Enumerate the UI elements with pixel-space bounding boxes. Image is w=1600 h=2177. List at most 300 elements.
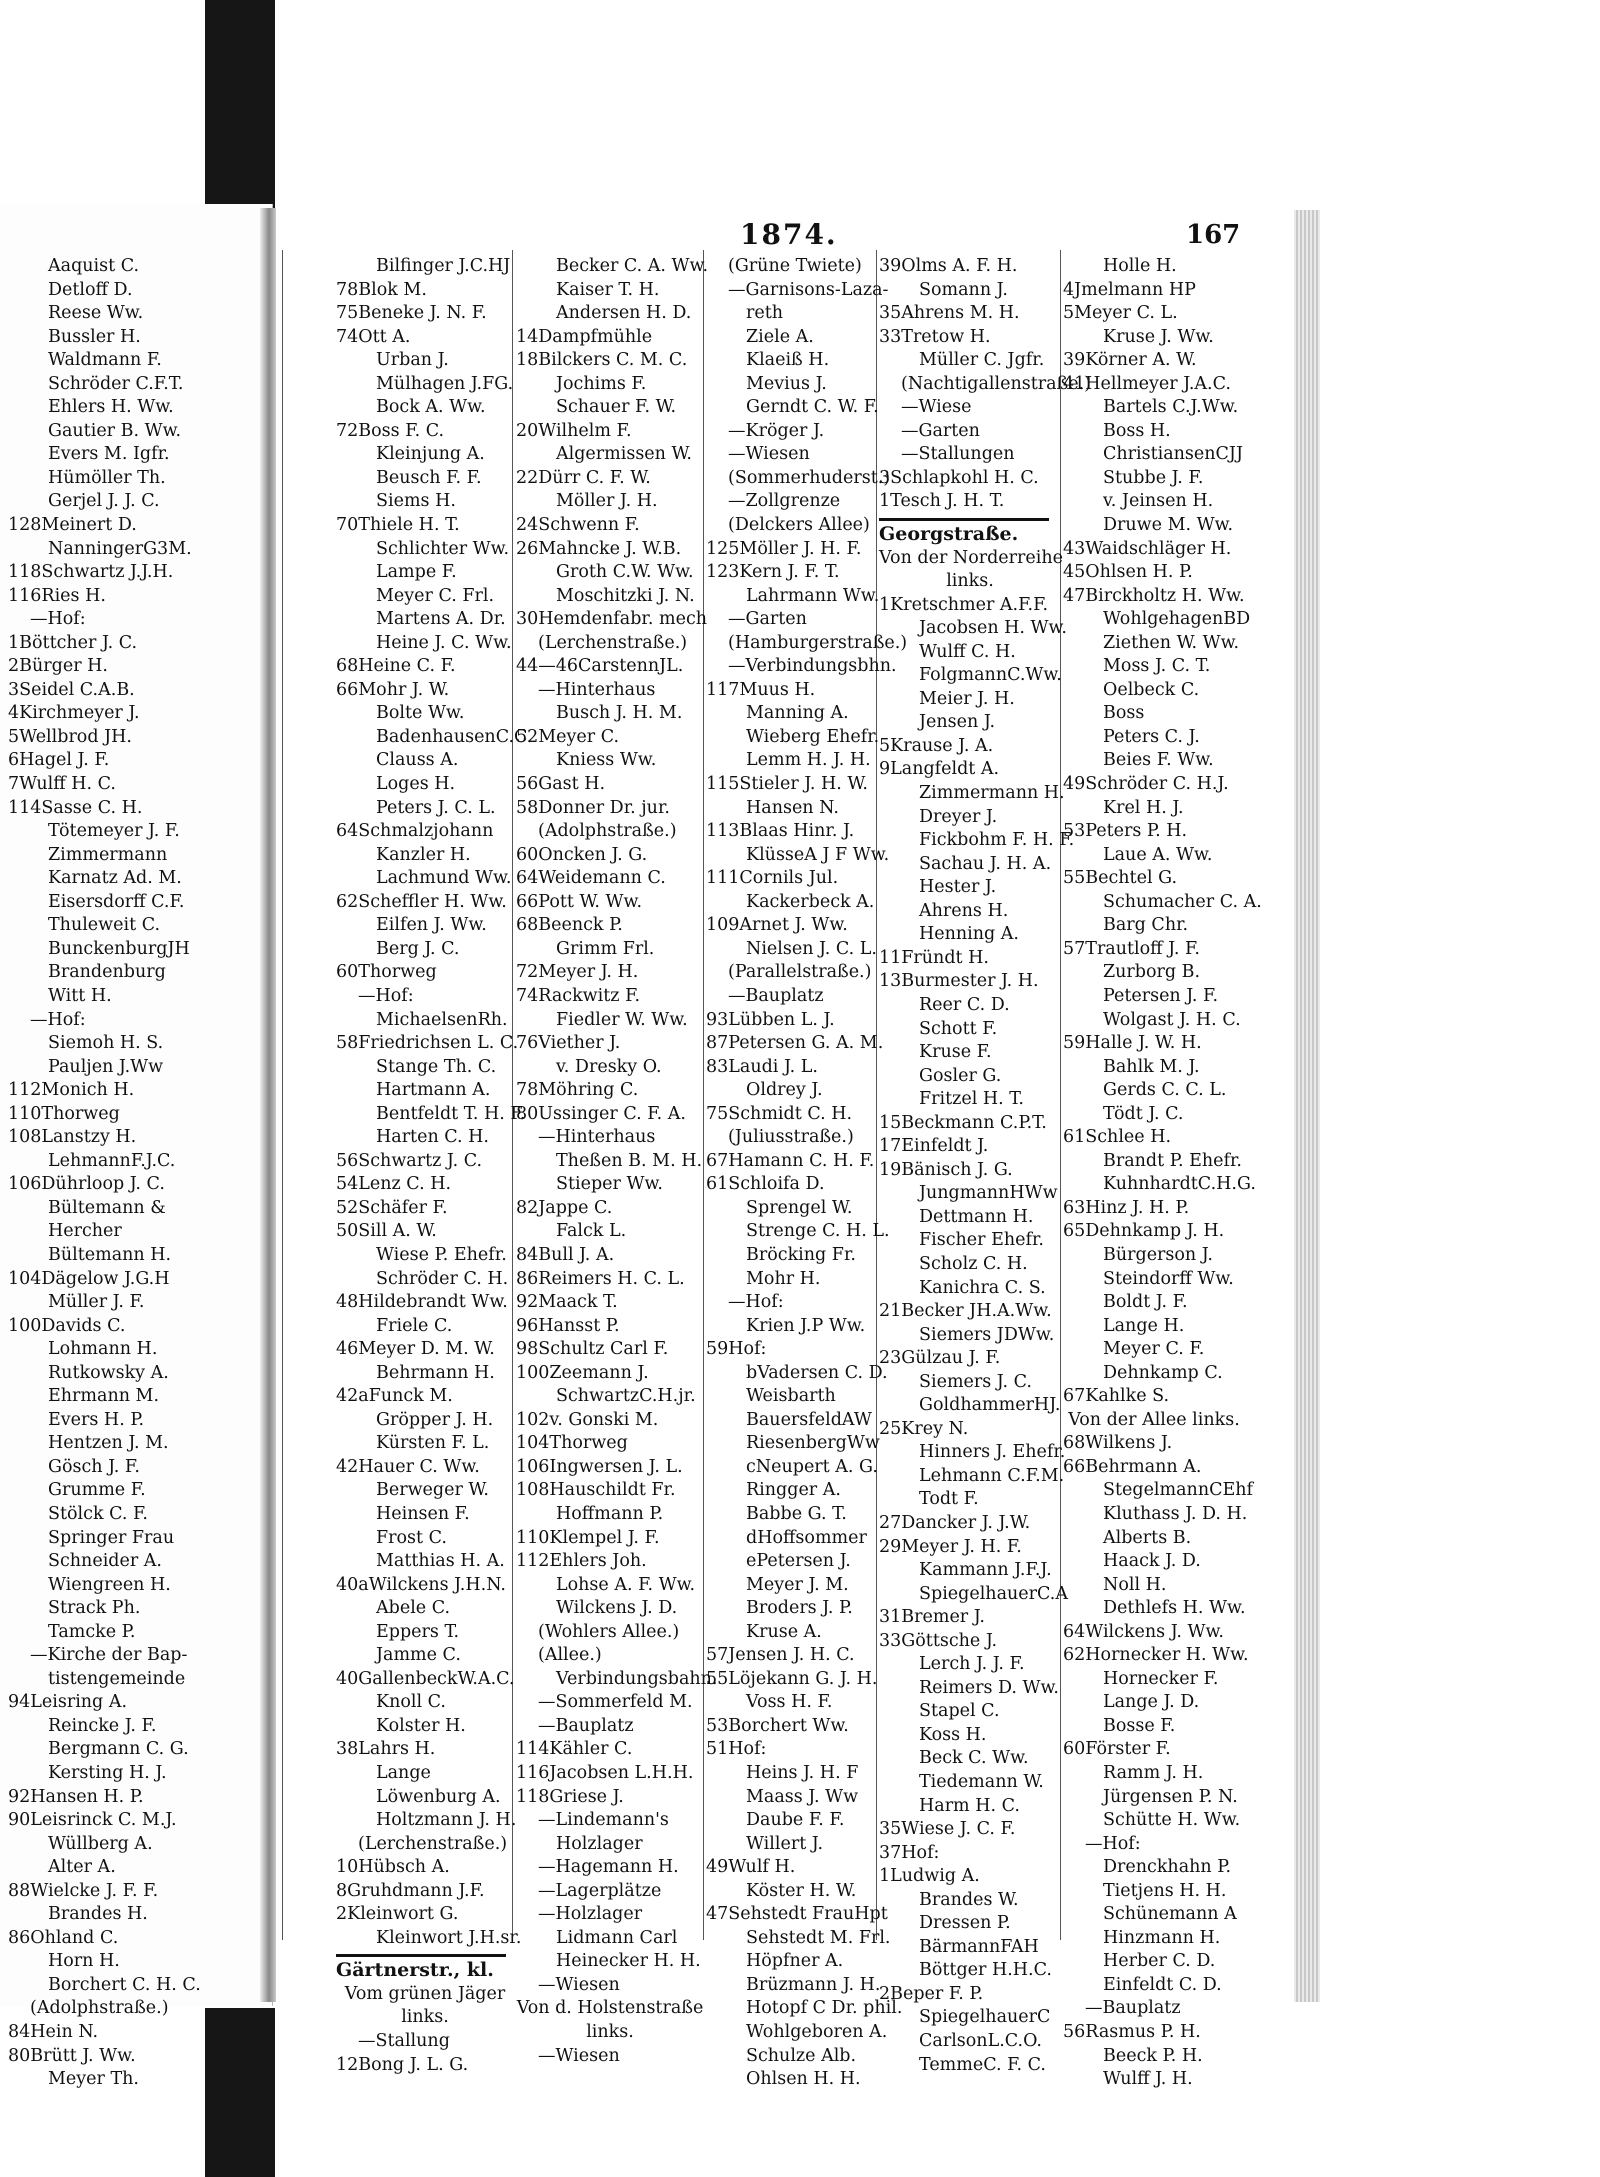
resident-entry: Haack J. D. bbox=[1103, 1551, 1201, 1572]
resident-entry: Alberts B. bbox=[1103, 1527, 1192, 1548]
resident-entry: GoldhammerHJ. bbox=[919, 1395, 1061, 1416]
resident-entry: Oelbeck C. bbox=[1103, 679, 1200, 700]
numbered-entry: 102v. Gonski M. bbox=[516, 1409, 659, 1430]
street-heading: Georgstraße. bbox=[879, 523, 1019, 546]
resident-entry: Mohr H. bbox=[746, 1268, 821, 1289]
numbered-entry: 64Schmalzjohann bbox=[336, 821, 494, 842]
resident-entry: Manning A. bbox=[746, 703, 849, 724]
resident-entry: Moschitzki J. N. bbox=[556, 585, 695, 606]
numbered-entry: 15Beckmann C.P.T. bbox=[879, 1112, 1047, 1133]
resident-entry: Matthias H. A. bbox=[376, 1551, 505, 1572]
numbered-entry: 40aWilckens J.H.N. bbox=[336, 1574, 506, 1595]
resident-entry: Busch J. H. M. bbox=[556, 703, 683, 724]
numbered-entry: 24Schwenn F. bbox=[516, 515, 640, 536]
cross-street: (Hamburgerstraße.) bbox=[728, 632, 908, 653]
cross-street: (Lerchenstraße.) bbox=[538, 632, 688, 653]
numbered-entry: 61Schloifa D. bbox=[706, 1174, 825, 1195]
numbered-entry: 116Jacobsen L.H.H. bbox=[516, 1763, 694, 1783]
resident-entry: Martens A. Dr. bbox=[376, 609, 506, 630]
resident-entry: BadenhausenC.C. bbox=[376, 726, 533, 747]
cross-street: (Nachtigallenstraße.) bbox=[901, 373, 1091, 394]
resident-entry: Wolgast J. H. C. bbox=[1103, 1009, 1241, 1030]
numbered-entry: 65Dehnkamp J. H. bbox=[1063, 1221, 1225, 1242]
resident-entry: Schumacher C. A. bbox=[1103, 891, 1262, 912]
numbered-entry: 57Jensen J. H. C. bbox=[706, 1645, 855, 1666]
numbered-entry: 82Jappe C. bbox=[516, 1197, 613, 1218]
numbered-entry: 78Blok M. bbox=[336, 279, 427, 300]
premises-entry: —Hof: bbox=[358, 985, 414, 1006]
numbered-entry: 17Einfeldt J. bbox=[879, 1136, 989, 1157]
resident-entry: Bahlk M. J. bbox=[1103, 1056, 1200, 1077]
numbered-entry: 31Bremer J. bbox=[879, 1607, 985, 1628]
numbered-entry: 115Stieler J. H. W. bbox=[706, 774, 868, 795]
numbered-entry: 93Lübben L. J. bbox=[706, 1009, 835, 1030]
premises-entry: —Hinterhaus bbox=[538, 679, 656, 700]
resident-entry: Abele C. bbox=[376, 1598, 451, 1619]
resident-entry: Hornecker F. bbox=[1103, 1668, 1219, 1689]
resident-entry: Willert J. bbox=[746, 1833, 824, 1854]
numbered-entry: 76Viether J. bbox=[516, 1033, 621, 1054]
resident-entry: Henning A. bbox=[919, 924, 1019, 945]
resident-entry: tistengemeinde bbox=[48, 1668, 186, 1689]
numbered-entry: 1Ludwig A. bbox=[879, 1866, 980, 1887]
resident-entry: Dehnkamp C. bbox=[1103, 1362, 1223, 1383]
resident-entry: Schröder C. H. bbox=[376, 1268, 509, 1289]
numbered-entry: 61Schlee H. bbox=[1063, 1127, 1172, 1148]
numbered-entry: 29Meyer J. H. F. bbox=[879, 1536, 1022, 1557]
resident-entry: TemmeC. F. C. bbox=[919, 2054, 1046, 2075]
numbered-entry: 14Dampfmühle bbox=[516, 326, 653, 347]
numbered-entry: 118Griese J. bbox=[516, 1786, 624, 1807]
resident-entry: Evers M. Igfr. bbox=[48, 444, 170, 465]
premises-entry: —Hof: bbox=[728, 1292, 784, 1313]
resident-entry: Brüzmann J. H. bbox=[746, 1974, 881, 1995]
resident-entry: Boss H. bbox=[1103, 420, 1171, 441]
resident-entry: Hansen N. bbox=[746, 797, 839, 818]
resident-entry: ChristiansenCJJ bbox=[1103, 444, 1243, 465]
resident-entry: Eppers T. bbox=[376, 1621, 460, 1642]
resident-entry: v. Jeinsen H. bbox=[1103, 491, 1214, 512]
numbered-entry: 11Fründt H. bbox=[879, 947, 989, 968]
resident-entry: Grimm Frl. bbox=[556, 938, 655, 959]
resident-entry: Brandt P. Ehefr. bbox=[1103, 1150, 1242, 1171]
numbered-entry: 27Dancker J. J.W. bbox=[879, 1512, 1031, 1533]
numbered-entry: 128Meinert D. bbox=[8, 515, 137, 536]
numbered-entry: 6Hagel J. F. bbox=[8, 750, 110, 771]
numbered-entry: 90Leisrinck C. M.J. bbox=[8, 1810, 177, 1831]
resident-entry: Kürsten F. L. bbox=[376, 1433, 490, 1454]
numbered-entry: 111Cornils Jul. bbox=[706, 868, 839, 889]
numbered-entry: 26Mahncke J. W.B. bbox=[516, 538, 682, 559]
resident-entry: Springer Frau bbox=[48, 1527, 175, 1548]
resident-entry: Fiedler W. Ww. bbox=[556, 1009, 688, 1030]
street-separator bbox=[336, 1954, 506, 1957]
resident-entry: Urban J. bbox=[376, 350, 449, 371]
premises-entry: —Bauplatz bbox=[728, 985, 824, 1006]
numbered-entry: 67Hamann C. H. F. bbox=[706, 1150, 875, 1171]
resident-entry: Hinzmann H. bbox=[1103, 1927, 1221, 1948]
resident-entry: Möller J. H. bbox=[556, 491, 658, 512]
numbered-entry: 40GallenbeckW.A.C. bbox=[336, 1668, 515, 1689]
numbered-entry: 41Hellmeyer J.A.C. bbox=[1063, 373, 1231, 394]
resident-entry: Zimmermann H. bbox=[919, 783, 1065, 804]
resident-entry: Boss bbox=[1103, 703, 1145, 724]
resident-entry: Evers H. P. bbox=[48, 1409, 145, 1430]
numbered-entry: 112Monich H. bbox=[8, 1080, 135, 1101]
resident-entry: Wüllberg A. bbox=[48, 1833, 153, 1854]
premises-entry: —Wiesen bbox=[538, 2045, 620, 2066]
resident-entry: Stubbe J. F. bbox=[1103, 467, 1204, 488]
resident-entry: Voss H. F. bbox=[746, 1692, 833, 1713]
resident-entry: Lehmann C.F.M. bbox=[919, 1465, 1065, 1486]
resident-entry: Lohse A. F. Ww. bbox=[556, 1574, 696, 1595]
resident-entry: Wiengreen H. bbox=[48, 1574, 171, 1595]
resident-entry: Müller J. F. bbox=[48, 1292, 145, 1313]
numbered-entry: 112Ehlers Joh. bbox=[516, 1551, 647, 1572]
numbered-entry: 55Löjekann G. J. H. bbox=[706, 1668, 878, 1689]
resident-entry: Meyer C. F. bbox=[1103, 1339, 1205, 1360]
resident-entry: Stange Th. C. bbox=[376, 1056, 497, 1077]
numbered-entry: 60Förster F. bbox=[1063, 1739, 1171, 1760]
numbered-entry: 64Weidemann C. bbox=[516, 868, 666, 889]
resident-entry: Falck L. bbox=[556, 1221, 627, 1242]
resident-entry: Kanzler H. bbox=[376, 844, 471, 865]
resident-entry: Gröpper J. H. bbox=[376, 1409, 494, 1430]
resident-entry: Bröcking Fr. bbox=[746, 1244, 856, 1265]
resident-entry: Drenckhahn P. bbox=[1103, 1857, 1232, 1878]
premises-entry: —Lindemann's bbox=[538, 1810, 669, 1831]
numbered-entry: 106Ingwersen J. L. bbox=[516, 1456, 683, 1477]
cross-street: (Allee.) bbox=[538, 1645, 602, 1666]
resident-entry: Beusch F. F. bbox=[376, 467, 482, 488]
resident-entry: Lachmund Ww. bbox=[376, 868, 512, 889]
resident-entry: Clauss A. bbox=[376, 750, 459, 771]
page-stack-edge bbox=[1294, 210, 1320, 2002]
resident-entry: Wiese P. Ehefr. bbox=[376, 1244, 507, 1265]
resident-entry: JungmannHWw bbox=[919, 1183, 1058, 1204]
street-heading: Gärtnerstr., kl. bbox=[336, 1959, 494, 1982]
resident-entry: Jürgensen P. N. bbox=[1103, 1786, 1238, 1807]
resident-entry: Steindorff Ww. bbox=[1103, 1268, 1234, 1289]
numbered-entry: 39Körner A. W. bbox=[1063, 350, 1197, 371]
resident-entry: Peters C. J. bbox=[1103, 726, 1200, 747]
resident-entry: Mülhagen J.FG. bbox=[376, 373, 514, 394]
resident-entry: Brandenburg bbox=[48, 962, 166, 983]
numbered-entry: 22Dürr C. F. W. bbox=[516, 467, 651, 488]
resident-entry: Wulff C. H. bbox=[919, 641, 1016, 662]
resident-entry: Löwenburg A. bbox=[376, 1786, 501, 1807]
resident-entry: Holtzmann J. H. bbox=[376, 1810, 517, 1831]
resident-entry: Tamcke P. bbox=[48, 1621, 136, 1642]
resident-entry: Peters J. C. L. bbox=[376, 797, 496, 818]
premises-entry: —Stallung bbox=[358, 2031, 450, 2052]
resident-entry: CarlsonL.C.O. bbox=[919, 2031, 1042, 2052]
resident-entry: Bolte Ww. bbox=[376, 703, 465, 724]
resident-entry: BärmannFAH bbox=[919, 1936, 1039, 1957]
numbered-entry: 104Dägelow J.G.H bbox=[8, 1268, 170, 1289]
resident-entry: WohlgehagenBD bbox=[1103, 609, 1251, 630]
resident-entry: Heine J. C. Ww. bbox=[376, 632, 512, 653]
premises-entry: —Zollgrenze bbox=[728, 491, 841, 512]
premises-entry: —Kröger J. bbox=[728, 420, 825, 441]
resident-entry: Hentzen J. M. bbox=[48, 1433, 169, 1454]
resident-entry: Lemm H. J. H. bbox=[746, 750, 871, 771]
resident-entry: Wieberg Ehefr. bbox=[746, 726, 880, 747]
cross-street: (Delckers Allee) bbox=[728, 515, 870, 536]
numbered-entry: 38Lahrs H. bbox=[336, 1739, 436, 1760]
resident-entry: Siemers JDWw. bbox=[919, 1324, 1055, 1345]
resident-entry: Jensen J. bbox=[919, 712, 996, 733]
resident-entry: cNeupert A. G. bbox=[746, 1456, 878, 1477]
cross-street: (Juliusstraße.) bbox=[728, 1127, 854, 1148]
resident-entry: KuhnhardtC.H.G. bbox=[1103, 1174, 1256, 1195]
resident-entry: Hoffmann P. bbox=[556, 1503, 664, 1524]
directory-column-5 bbox=[879, 255, 1091, 2075]
numbered-entry: 75Beneke J. N. F. bbox=[336, 303, 487, 324]
numbered-entry: 62Hornecker H. Ww. bbox=[1063, 1645, 1249, 1666]
resident-entry: Schneider A. bbox=[48, 1551, 162, 1572]
numbered-entry: 59Hof: bbox=[706, 1339, 767, 1360]
resident-entry: Witt H. bbox=[48, 985, 112, 1006]
resident-entry: Druwe M. Ww. bbox=[1103, 515, 1234, 536]
resident-entry: Ohlsen H. H. bbox=[746, 2069, 861, 2090]
resident-entry: Ziethen W. Ww. bbox=[1103, 632, 1240, 653]
street-separator bbox=[879, 518, 1049, 521]
numbered-entry: 109Arnet J. Ww. bbox=[706, 915, 848, 936]
numbered-entry: 2Beper F. P. bbox=[879, 1983, 984, 2004]
resident-entry: Tiedemann W. bbox=[919, 1772, 1044, 1792]
resident-entry: Siemoh H. S. bbox=[48, 1033, 164, 1054]
resident-entry: bVadersen C. D. bbox=[746, 1362, 888, 1383]
resident-entry: Friele C. bbox=[376, 1315, 453, 1336]
resident-entry: Bentfeldt T. H. F. bbox=[376, 1103, 526, 1124]
resident-entry: Hotopf C Dr. phil. bbox=[746, 1998, 903, 2019]
numbered-entry: 78Möhring C. bbox=[516, 1080, 639, 1101]
numbered-entry: 125Möller J. H. F. bbox=[706, 538, 862, 559]
resident-entry: Schröder C.F.T. bbox=[48, 373, 184, 394]
numbered-entry: 49Schröder C. H.J. bbox=[1063, 774, 1229, 795]
resident-entry: Heinecker H. H. bbox=[556, 1951, 701, 1972]
resident-entry: Barg Chr. bbox=[1103, 915, 1189, 936]
numbered-entry: 43Waidschläger H. bbox=[1063, 538, 1232, 559]
cross-street: (Grüne Twiete) bbox=[728, 256, 862, 276]
resident-entry: Brandes H. bbox=[48, 1904, 148, 1925]
numbered-entry: 94Leisring A. bbox=[8, 1692, 128, 1713]
resident-entry: Reimers D. Ww. bbox=[919, 1677, 1059, 1698]
numbered-entry: 46Meyer D. M. W. bbox=[336, 1339, 495, 1360]
resident-entry: Boldt J. F. bbox=[1103, 1292, 1188, 1313]
resident-entry: Wohlgeboren A. bbox=[746, 2022, 888, 2043]
resident-entry: Krel H. J. bbox=[1103, 797, 1184, 818]
cross-street: (Sommerhuderst.) bbox=[728, 467, 891, 488]
resident-entry: Schünemann A bbox=[1103, 1904, 1237, 1925]
resident-entry: KlüsseA J F Ww. bbox=[746, 844, 890, 865]
resident-entry: StegelmannCEhf bbox=[1103, 1480, 1254, 1501]
resident-entry: Lampe F. bbox=[376, 562, 457, 583]
resident-entry: Laue A. Ww. bbox=[1103, 844, 1213, 865]
premises-entry: —Hof: bbox=[1085, 1833, 1141, 1854]
numbered-entry: 108Lanstzy H. bbox=[8, 1127, 137, 1148]
numbered-entry: 118Schwartz J.J.H. bbox=[8, 562, 174, 583]
resident-entry: Meyer C. Frl. bbox=[376, 585, 495, 606]
resident-entry: Thuleweit C. bbox=[48, 915, 161, 936]
numbered-entry: 108Hauschildt Fr. bbox=[516, 1480, 676, 1501]
resident-entry: Algermissen W. bbox=[556, 444, 692, 465]
numbered-entry: 87Petersen G. A. M. bbox=[706, 1033, 884, 1054]
resident-entry: Jacobsen H. Ww. bbox=[919, 618, 1067, 639]
resident-entry: dHoffsommer bbox=[746, 1527, 867, 1548]
resident-entry: Kruse J. Ww. bbox=[1103, 326, 1214, 347]
resident-entry: Meier J. H. bbox=[919, 688, 1015, 709]
resident-entry: Kleinwort J.H.sr. bbox=[376, 1927, 522, 1948]
resident-entry: Lange J. D. bbox=[1103, 1692, 1200, 1713]
resident-entry: Theßen B. M. H. bbox=[556, 1150, 703, 1171]
numbered-entry: 56Schwartz J. C. bbox=[336, 1150, 483, 1171]
resident-entry: Waldmann F. bbox=[48, 350, 162, 371]
numbered-entry: 3Seidel C.A.B. bbox=[8, 679, 135, 700]
directory-column-3 bbox=[516, 255, 718, 2066]
resident-entry: Reincke J. F. bbox=[48, 1715, 157, 1736]
page-number: 167 bbox=[1186, 220, 1241, 250]
resident-entry: Somann J. bbox=[919, 279, 1008, 300]
numbered-entry: 67Kahlke S. bbox=[1063, 1386, 1170, 1407]
resident-entry: LehmannF.J.C. bbox=[48, 1150, 176, 1171]
resident-entry: Gerds C. C. L. bbox=[1103, 1080, 1227, 1101]
resident-entry: Kruse F. bbox=[919, 1042, 992, 1063]
resident-entry: Nielsen J. C. L. bbox=[746, 938, 877, 959]
cross-street: (Adolphstraße.) bbox=[30, 1998, 169, 2019]
resident-entry: Bock A. Ww. bbox=[376, 397, 486, 418]
resident-entry: Reer C. D. bbox=[919, 994, 1010, 1015]
numbered-entry: 84Bull J. A. bbox=[516, 1244, 615, 1265]
resident-entry: Ehrmann M. bbox=[48, 1386, 160, 1407]
resident-entry: Sprengel W. bbox=[746, 1197, 853, 1218]
numbered-entry: 21Becker JH.A.Ww. bbox=[879, 1301, 1052, 1322]
street-direction-note: Von d. Holstenstraße bbox=[516, 1998, 704, 2019]
resident-entry: Scholz C. H. bbox=[919, 1253, 1028, 1274]
numbered-entry: 13Burmester J. H. bbox=[879, 971, 1039, 992]
numbered-entry: 56Gast H. bbox=[516, 774, 606, 795]
numbered-entry: 72Meyer J. H. bbox=[516, 962, 639, 983]
resident-entry: Ringger A. bbox=[746, 1480, 841, 1501]
numbered-entry: 49Wulf H. bbox=[706, 1857, 796, 1878]
numbered-entry: 114Kähler C. bbox=[516, 1739, 633, 1760]
resident-entry: Hartmann A. bbox=[376, 1080, 491, 1101]
resident-entry: Berweger W. bbox=[376, 1480, 489, 1501]
resident-entry: Behrmann H. bbox=[376, 1362, 495, 1383]
numbered-entry: 10Hübsch A. bbox=[336, 1857, 450, 1878]
resident-entry: Kleinjung A. bbox=[376, 444, 485, 465]
resident-entry: Schulze Alb. bbox=[746, 2045, 857, 2066]
cross-street: (Wohlers Allee.) bbox=[538, 1621, 680, 1642]
directory-column-2 bbox=[336, 255, 533, 2075]
numbered-entry: 86Ohland C. bbox=[8, 1927, 119, 1948]
premises-entry: —Kirche der Bap- bbox=[30, 1645, 188, 1666]
numbered-entry: 68Heine C. F. bbox=[336, 656, 456, 677]
numbered-entry: 84Hein N. bbox=[8, 2022, 99, 2043]
numbered-entry: 50Sill A. W. bbox=[336, 1221, 437, 1242]
numbered-entry: 58Friedrichsen L. C. bbox=[336, 1033, 519, 1054]
resident-entry: Verbindungsbahn. bbox=[556, 1668, 718, 1689]
resident-entry: Klaeiß H. bbox=[746, 350, 830, 371]
numbered-entry: 104Thorweg bbox=[516, 1433, 628, 1454]
resident-entry: Hercher bbox=[48, 1221, 122, 1242]
resident-entry: Hinners J. Ehefr. bbox=[919, 1442, 1066, 1463]
premises-entry: —Hagemann H. bbox=[538, 1857, 679, 1878]
resident-entry: Brandes W. bbox=[919, 1889, 1019, 1910]
resident-entry: Koss H. bbox=[919, 1724, 987, 1745]
numbered-entry: 68Beenck P. bbox=[516, 915, 623, 936]
numbered-entry: 70Thiele H. T. bbox=[336, 515, 460, 536]
resident-entry: NanningerG3M. bbox=[48, 538, 192, 559]
numbered-entry: 114Sasse C. H. bbox=[8, 797, 143, 818]
numbered-entry: 92Maack T. bbox=[516, 1292, 618, 1313]
resident-entry: SpiegelhauerC.A bbox=[919, 1583, 1068, 1604]
resident-entry: Harm H. C. bbox=[919, 1795, 1020, 1816]
resident-entry: Hester J. bbox=[919, 877, 997, 898]
numbered-entry: 51Hof: bbox=[706, 1739, 767, 1760]
numbered-entry: 5Krause J. A. bbox=[879, 735, 994, 756]
resident-entry: Jamme C. bbox=[376, 1645, 461, 1666]
resident-entry: Stapel C. bbox=[919, 1701, 1000, 1722]
resident-entry: Krien J.P Ww. bbox=[746, 1315, 866, 1336]
resident-entry: Broders J. P. bbox=[746, 1598, 853, 1619]
resident-entry: BunckenburgJH bbox=[48, 938, 190, 959]
resident-entry: Köster H. W. bbox=[746, 1880, 857, 1901]
numbered-entry: 116Ries H. bbox=[8, 585, 106, 606]
resident-entry: Horn H. bbox=[48, 1951, 120, 1972]
numbered-entry: 47Sehstedt FrauHpt bbox=[706, 1904, 888, 1925]
resident-entry: Hümöller Th. bbox=[48, 467, 166, 488]
numbered-entry: 92Hansen H. P. bbox=[8, 1786, 144, 1807]
numbered-entry: 59Halle J. W. H. bbox=[1063, 1033, 1202, 1054]
resident-entry: Aaquist C. bbox=[48, 256, 140, 276]
numbered-entry: 45Ohlsen H. P. bbox=[1063, 562, 1193, 583]
resident-entry: Andersen H. D. bbox=[556, 303, 692, 324]
resident-entry: Holzlager bbox=[556, 1833, 643, 1854]
resident-entry: Kersting H. J. bbox=[48, 1763, 167, 1783]
numbered-entry: 25Krey N. bbox=[879, 1418, 969, 1439]
resident-entry: Noll H. bbox=[1103, 1574, 1167, 1595]
resident-entry: Bergmann C. G. bbox=[48, 1739, 189, 1760]
premises-entry: —Holzlager bbox=[538, 1904, 643, 1925]
resident-entry: Tietjens H. H. bbox=[1103, 1880, 1227, 1901]
resident-entry: Bosse F. bbox=[1103, 1715, 1176, 1736]
numbered-entry: 18Bilckers C. M. C. bbox=[516, 350, 688, 371]
numbered-entry: 2Kleinwort G. bbox=[336, 1904, 459, 1925]
resident-entry: Bartels C.J.Ww. bbox=[1103, 397, 1239, 418]
resident-entry: Lahrmann Ww. bbox=[746, 585, 880, 606]
resident-entry: Sehstedt M. Frl. bbox=[746, 1927, 891, 1948]
numbered-entry: 63Hinz J. H. P. bbox=[1063, 1197, 1190, 1218]
numbered-entry: 83Laudi J. L. bbox=[706, 1056, 818, 1077]
numbered-entry: 68Wilkens J. bbox=[1063, 1433, 1173, 1454]
resident-entry: Groth C.W. Ww. bbox=[556, 562, 694, 583]
resident-entry: Frost C. bbox=[376, 1527, 447, 1548]
page-header-year: 1874. bbox=[740, 218, 838, 251]
numbered-entry: 35Wiese J. C. F. bbox=[879, 1819, 1016, 1840]
premises-entry: —Wiesen bbox=[538, 1974, 620, 1995]
directory-column-6 bbox=[1063, 255, 1262, 2090]
resident-entry: Schott F. bbox=[919, 1018, 998, 1039]
resident-entry: Böttger H.H.C. bbox=[919, 1960, 1052, 1981]
resident-entry: Schlichter Ww. bbox=[376, 538, 510, 559]
resident-entry: Bültemann & bbox=[48, 1197, 166, 1218]
resident-entry: Stölck C. F. bbox=[48, 1503, 148, 1524]
street-direction-note: Von der Allee links. bbox=[1068, 1409, 1240, 1430]
resident-entry: Zurborg B. bbox=[1103, 962, 1201, 983]
numbered-entry: 55Bechtel G. bbox=[1063, 868, 1178, 889]
